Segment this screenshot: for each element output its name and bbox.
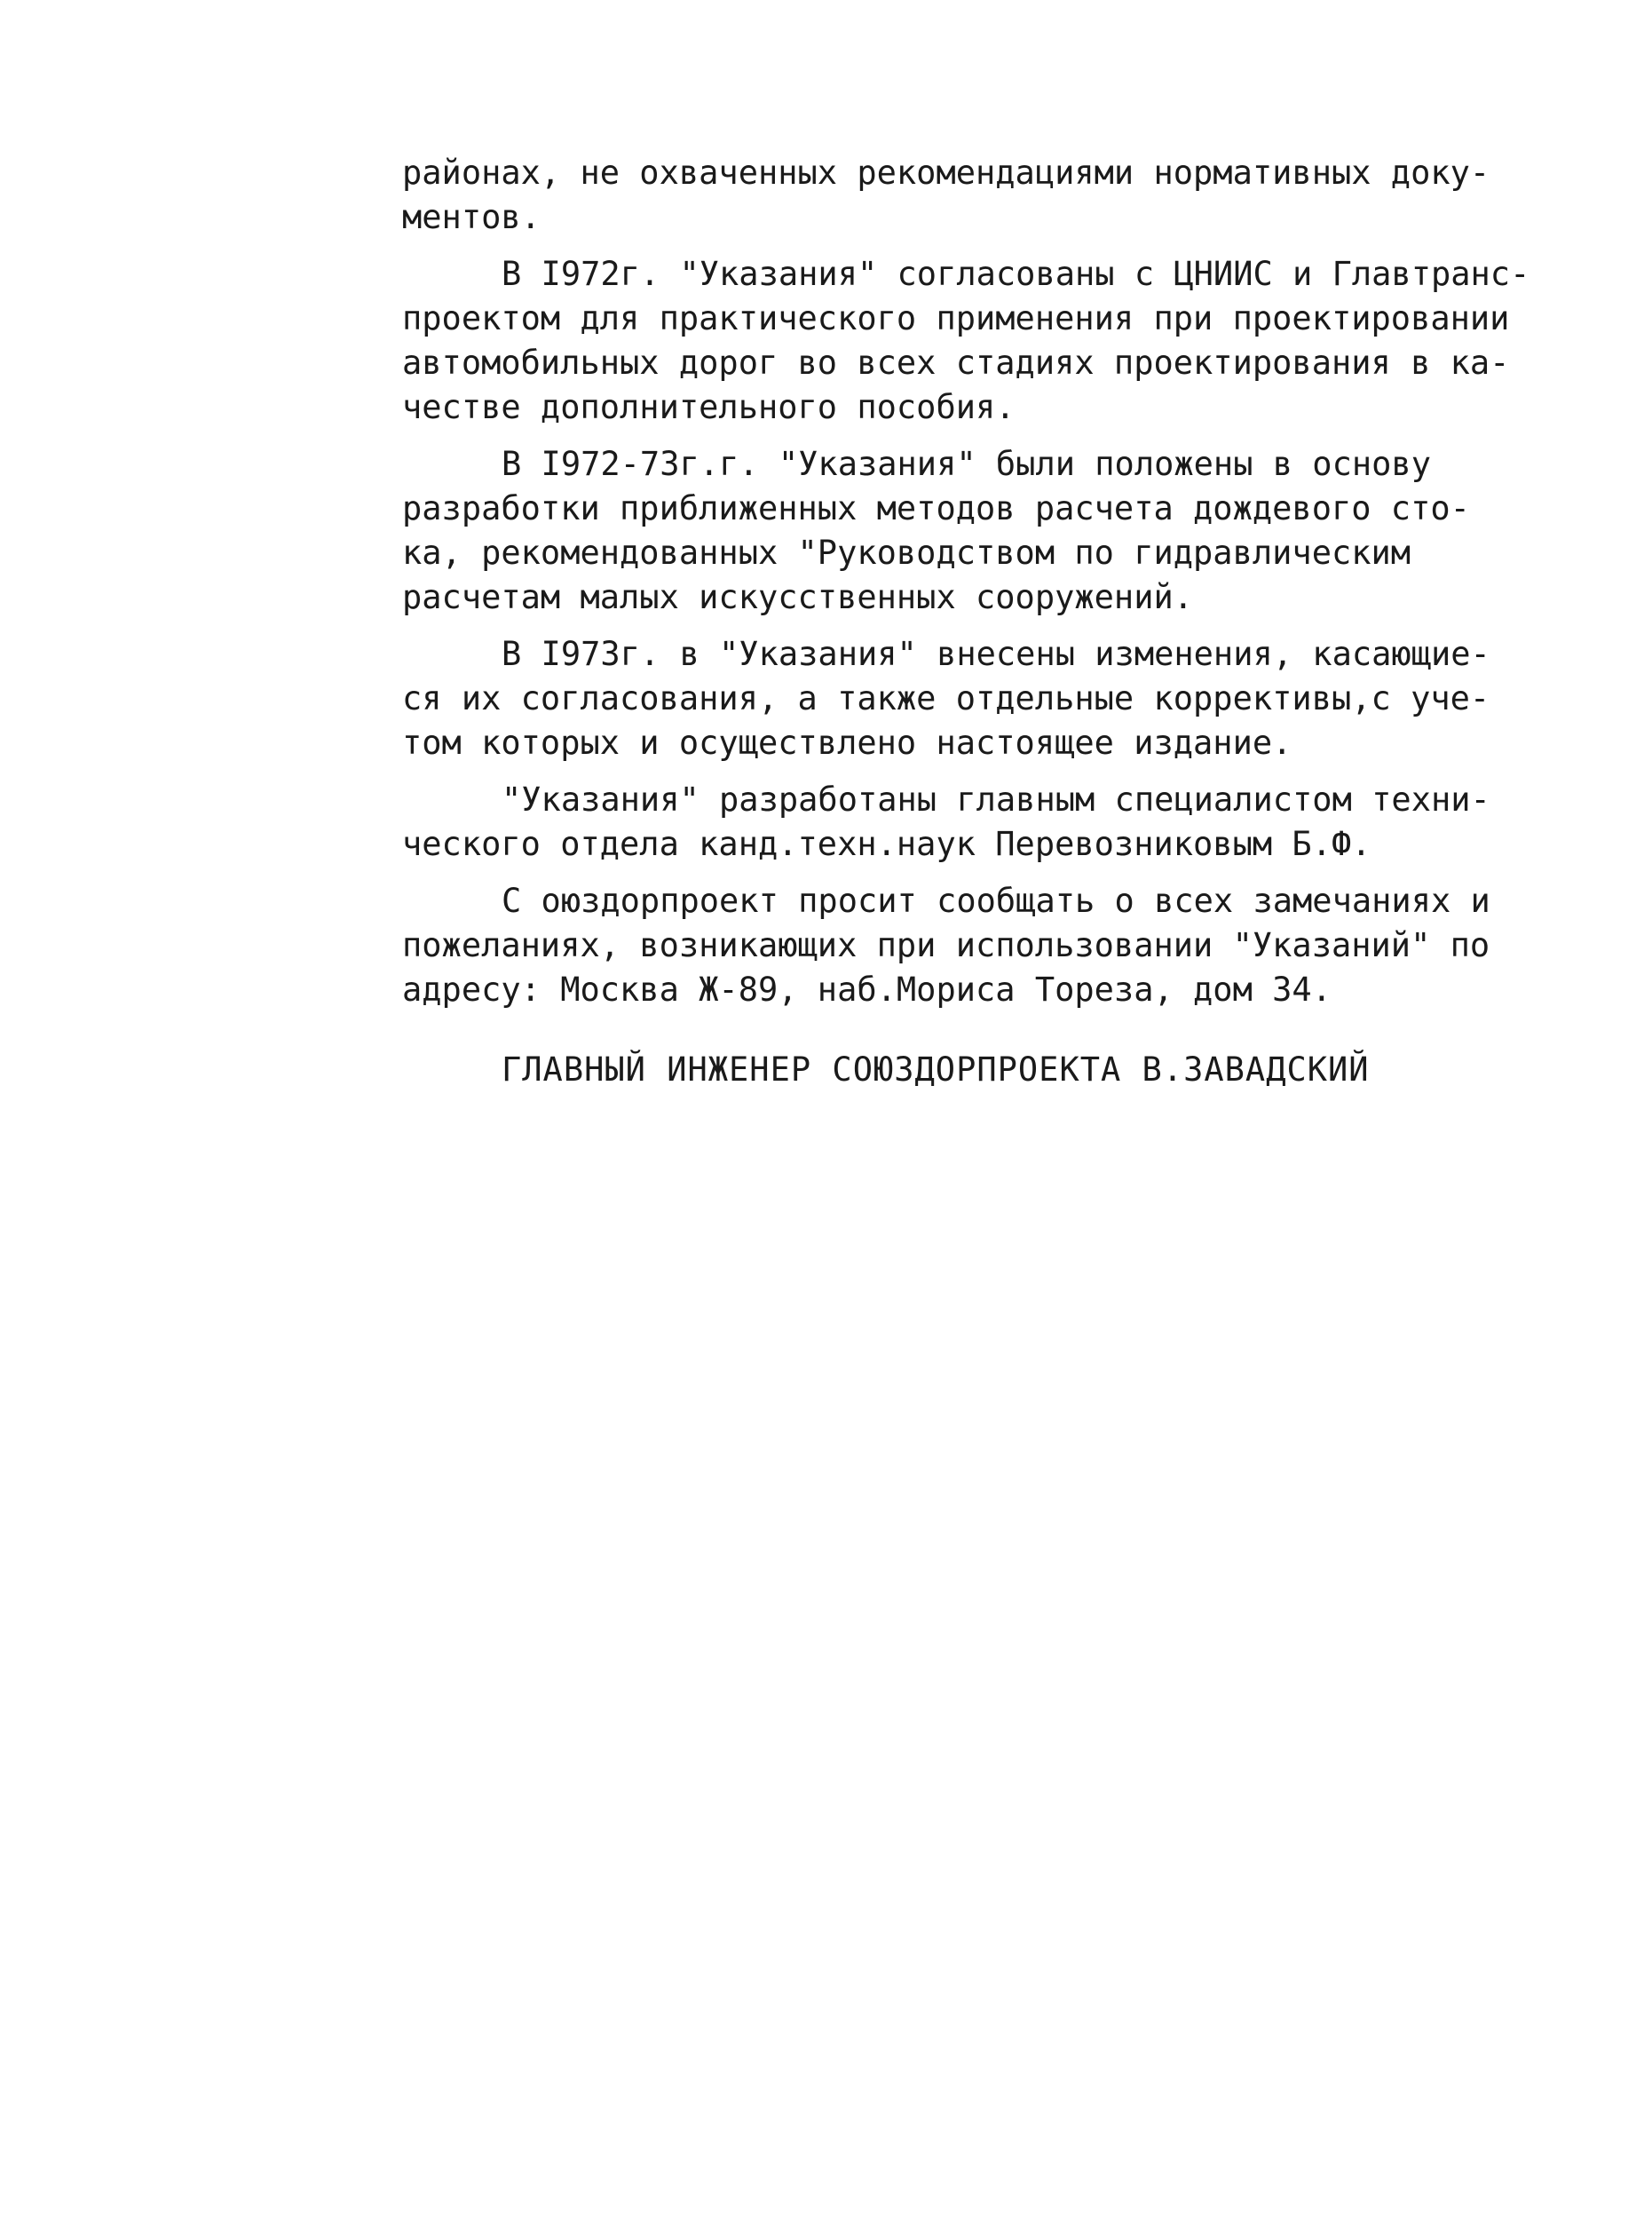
document-body <box>402 151 1530 1092</box>
text-line: ческого отдела канд.техн.наук Перевозниковым Б.Ф. <box>402 825 1371 863</box>
text-line: С оюздорпроект просит сообщать о всех замечаниях и <box>502 882 1490 920</box>
text-line: ся их согласования, а также отдельные коррективы,с уче- <box>402 679 1490 717</box>
paragraph-feedback-address <box>402 879 1503 1012</box>
text-line: расчетам малых искусственных сооружений. <box>402 578 1194 616</box>
paragraph-1972-73 <box>402 442 1503 620</box>
text-line: пожеланиях, возникающих при использовании "Указаний" по <box>402 926 1490 964</box>
text-line: районах, не охваченных рекомендациями нормативных доку- <box>402 154 1490 192</box>
text-line: В I972-73г.г. "Указания" были положены в основу <box>502 445 1431 483</box>
signature-line: ГЛАВНЫЙ ИНЖЕНЕР СОЮЗДОРПРОЕКТА В.ЗАВАДСКИЙ <box>502 1050 1370 1089</box>
paragraph-continuation <box>402 151 1503 240</box>
text-line: В I973г. в "Указания" внесены изменения, касающие- <box>502 635 1490 673</box>
text-line: разработки приближенных методов расчета дождевого сто- <box>402 489 1470 527</box>
text-line: ка, рекомендованных "Руководством по гидравлическим <box>402 534 1411 572</box>
paragraph-changes-1973 <box>402 632 1503 765</box>
text-line: "Указания" разработаны главным специалистом техни- <box>502 781 1490 819</box>
text-line: проектом для практического применения при проектировании <box>402 299 1510 337</box>
paragraph-authors <box>402 778 1503 867</box>
text-line: честве дополнительного пособия. <box>402 388 1016 426</box>
text-line: ментов. <box>402 198 541 236</box>
text-line: адресу: Москва Ж-89, наб.Мориса Тореза, дом 34. <box>402 971 1332 1009</box>
text-line: автомобильных дорог во всех стадиях проектирования в ка- <box>402 344 1510 382</box>
text-line: том которых и осуществлено настоящее издание. <box>402 724 1292 762</box>
paragraph-approval-1972 <box>402 252 1530 430</box>
text-line: В I972г. "Указания" согласованы с ЦНИИС и Главтранс- <box>502 255 1530 293</box>
